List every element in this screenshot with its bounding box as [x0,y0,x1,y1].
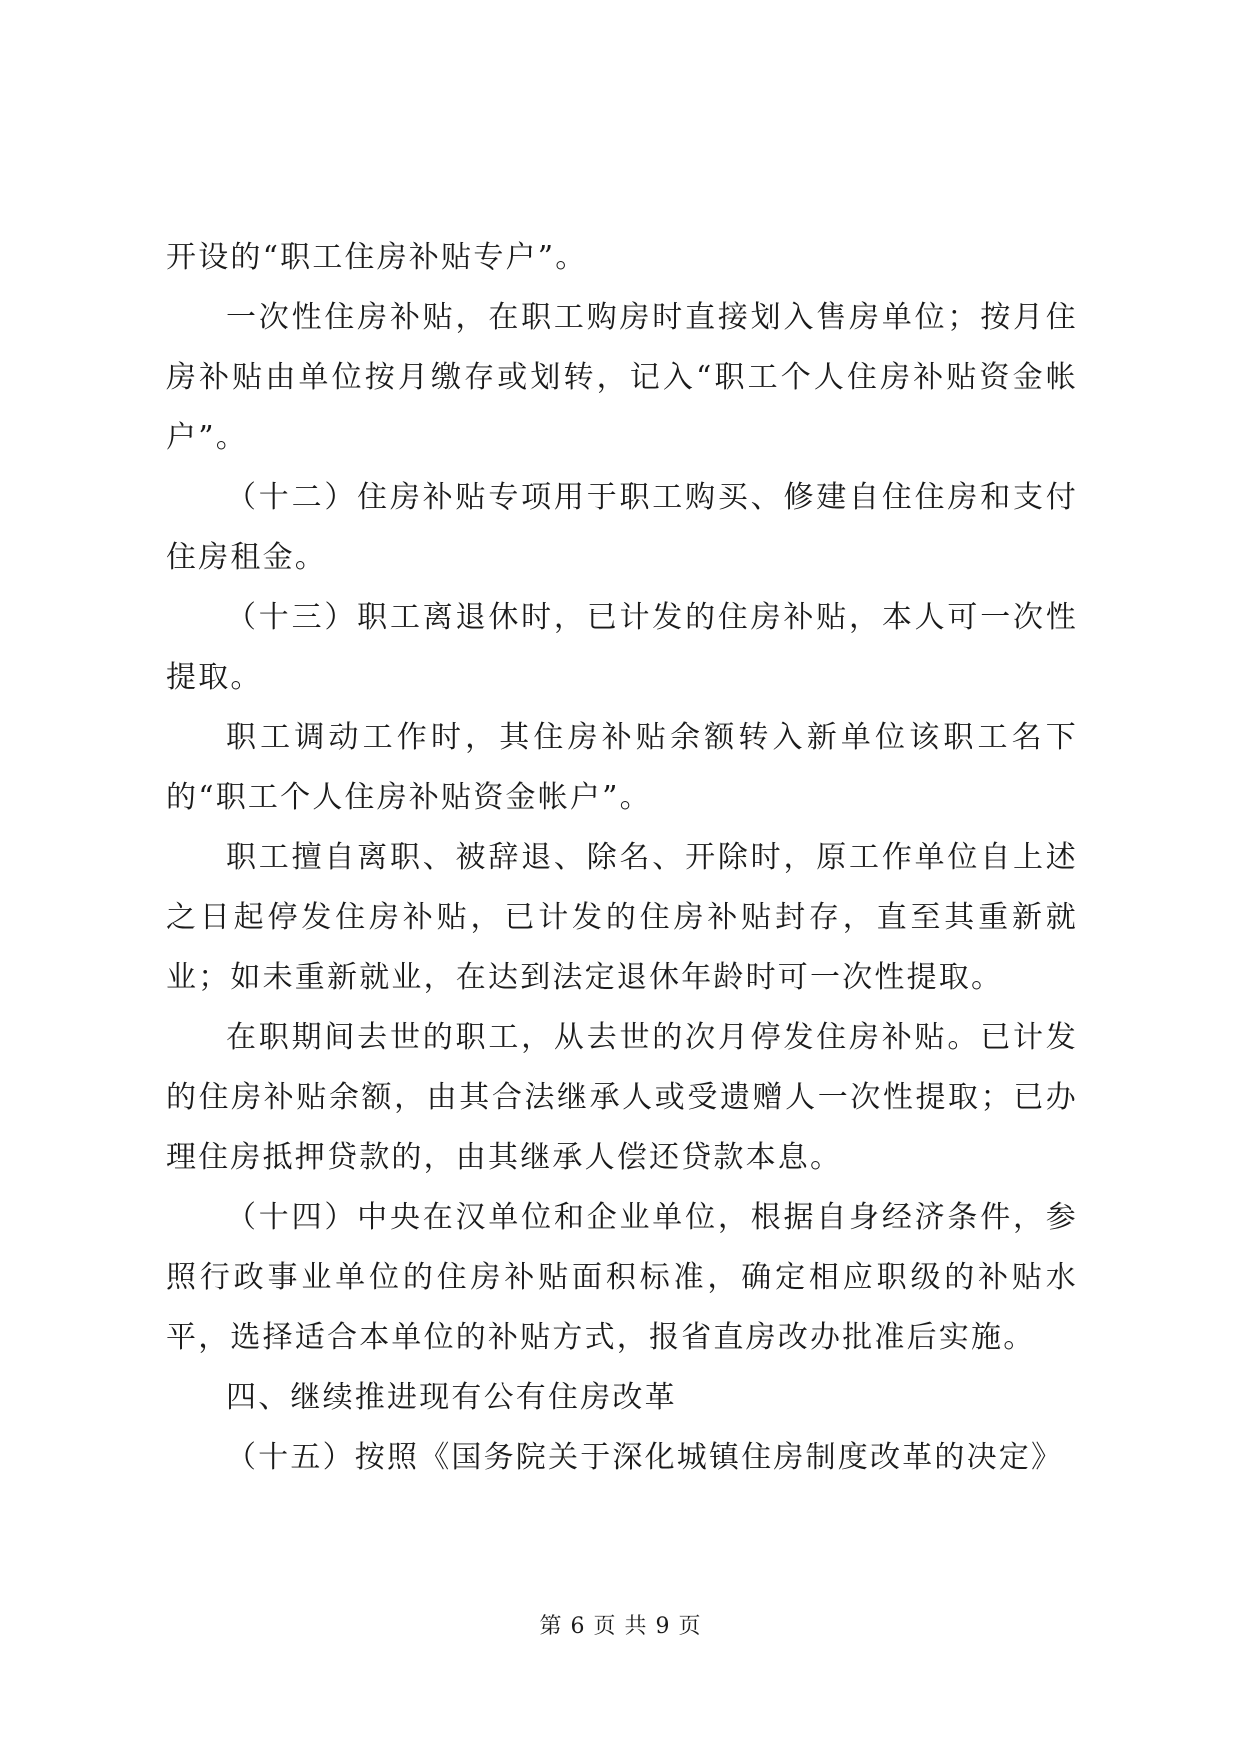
paragraph-4: （十三）职工离退休时，已计发的住房补贴，本人可一次性提取。 [166,600,1078,695]
paragraph-3: （十二）住房补贴专项用于职工购买、修建自住住房和支付住房租金。 [166,480,1078,575]
paragraph-1: 开设的“职工住房补贴专户”。 [166,240,588,275]
document-body [166,228,1078,1488]
paragraph-10: （十五）按照《国务院关于深化城镇住房制度改革的决定》 [226,1440,1064,1475]
paragraph-2: 一次性住房补贴，在职工购房时直接划入售房单位；按月住房补贴由单位按月缴存或划转，记入“职工个人住房补贴资金帐户”。 [166,300,1078,455]
page-number-footer: 第 6 页 共 9 页 [539,1614,702,1639]
section-heading: 四、继续推进现有公有住房改革 [226,1380,677,1415]
paragraph-5: 职工调动工作时，其住房补贴余额转入新单位该职工名下的“职工个人住房补贴资金帐户”。 [166,720,1078,815]
paragraph-7: 在职期间去世的职工，从去世的次月停发住房补贴。已计发的住房补贴余额，由其合法继承人或受遗赠人一次性提取；已办理住房抵押贷款的，由其继承人偿还贷款本息。 [166,1020,1078,1175]
paragraph-6: 职工擅自离职、被辞退、除名、开除时，原工作单位自上述之日起停发住房补贴，已计发的住房补贴封存，直至其重新就业；如未重新就业，在达到法定退休年龄时可一次性提取。 [166,840,1078,995]
paragraph-8: （十四）中央在汉单位和企业单位，根据自身经济条件，参照行政事业单位的住房补贴面积标准，确定相应职级的补贴水平，选择适合本单位的补贴方式，报省直房改办批准后实施。 [166,1200,1078,1355]
